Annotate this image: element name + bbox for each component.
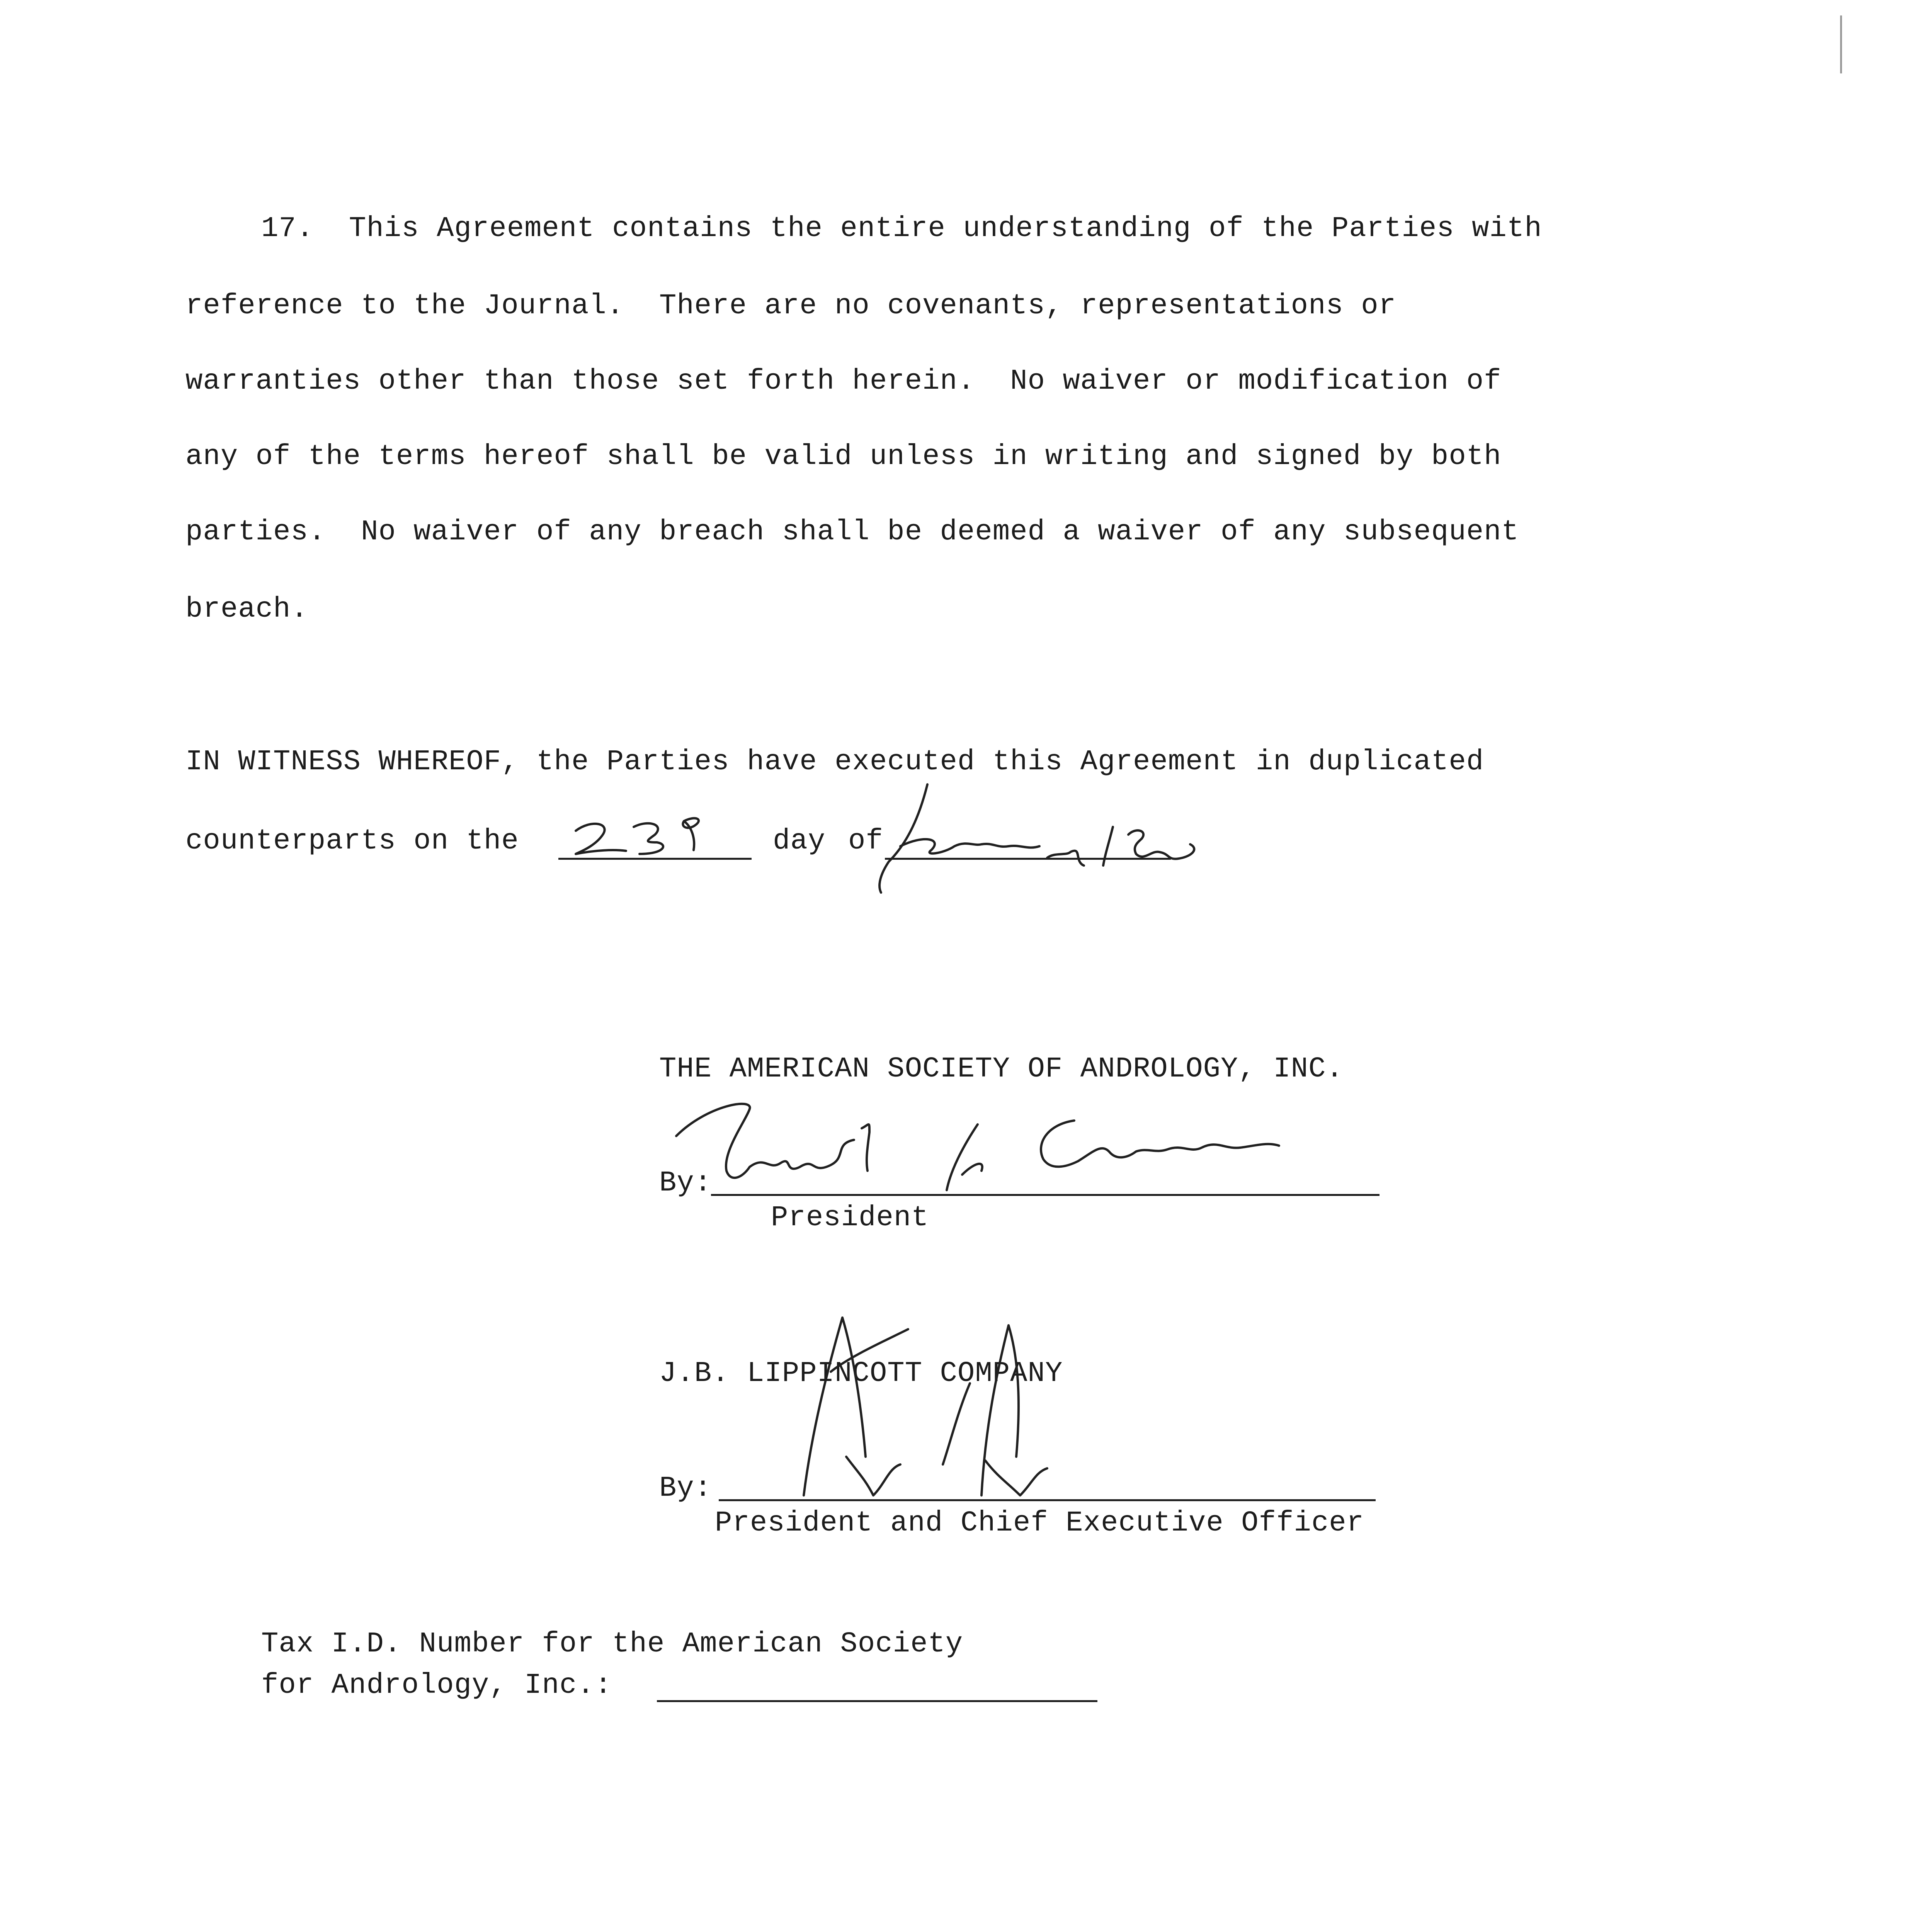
handwritten-month-year [866, 769, 1213, 896]
witness-line-prefix: counterparts on the [185, 825, 519, 857]
witness-line: IN WITNESS WHEREOF, the Parties have executed this Agreement in duplicated [185, 746, 1484, 778]
clause-17-line: breach. [185, 593, 308, 626]
handwritten-day [568, 804, 734, 858]
day-label: day [773, 825, 826, 857]
publisher-signature [769, 1294, 1155, 1526]
tax-id-line: Tax I.D. Number for the American Society [261, 1628, 963, 1660]
day-blank [558, 858, 752, 860]
society-name: THE AMERICAN SOCIETY OF ANDROLOGY, INC. [659, 1053, 1344, 1085]
tax-id-line: for Andrology, Inc.: [261, 1669, 612, 1702]
scan-edge-mark [1840, 15, 1842, 73]
clause-17-line: warranties other than those set forth herein. No waiver or modification of [185, 365, 1502, 398]
society-signer-title: President [771, 1202, 929, 1234]
publisher-by-label: By: [659, 1472, 712, 1505]
tax-id-blank [657, 1700, 1097, 1702]
of-label: of [848, 825, 883, 857]
clause-17-line: parties. No waiver of any breach shall be deemed a waiver of any subsequent [185, 516, 1519, 548]
clause-17-line: 17. This Agreement contains the entire understanding of the Parties with [261, 213, 1542, 245]
clause-17-line: reference to the Journal. There are no covenants, representations or [185, 290, 1397, 322]
clause-17-line: any of the terms hereof shall be valid unless in writing and signed by both [185, 440, 1502, 473]
publisher-name: J.B. LIPPINCOTT COMPANY [659, 1357, 1063, 1390]
society-by-label: By: [659, 1167, 712, 1199]
publisher-signer-title: President and Chief Executive Officer [715, 1507, 1364, 1539]
society-signature [653, 1074, 1329, 1202]
